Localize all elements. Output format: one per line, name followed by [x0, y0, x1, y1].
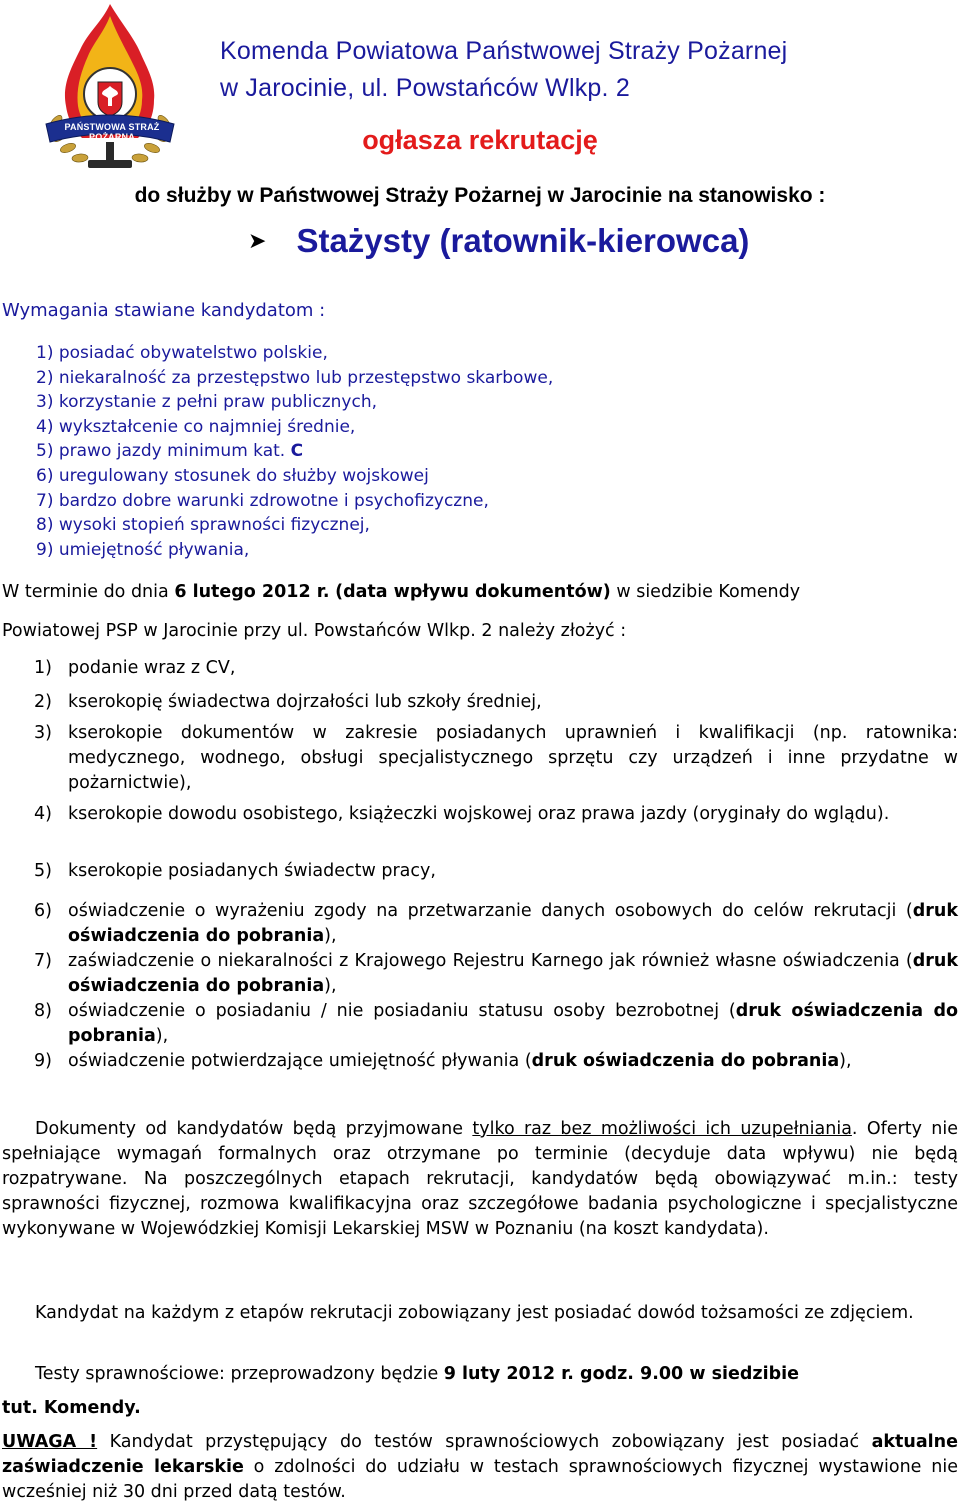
notice-paragraph: Dokumenty od kandydatów będą przyjmowane tylko raz bez możliwości ich uzupełniania. Oferty nie spełniające wymagań formalnych oraz otrzymane po terminie (decyduje data wpływu) nie będą rozpatrywane. Na poszczególnych etapach rekrutacji, kandydatów będą obowiązywać m.in.: testy sprawności fizycznej, rozmowa kwalifikacyjna oraz szczegółowe badania psychologiczne i specjalistyczne wykonywane w Wojewódzkiej Komisji Lekarskiej MSW w Poznaniu (na koszt kandydata).: [2, 1119, 958, 1239]
download-form-label: druk oświadczenia do pobrania: [68, 1001, 959, 1046]
arrow-bullet-icon: ➤: [248, 229, 267, 254]
requirement-item: 6) uregulowany stosunek do służby wojskowej: [36, 465, 429, 486]
requirement-item: [36, 439, 553, 464]
tests-line-2: tut. Komendy.: [2, 1398, 141, 1418]
deadline-date: 6 lutego 2012 r.: [174, 582, 330, 602]
subheading: do służby w Państwowej Straży Pożarnej w Jarocinie na stanowisko :: [134, 184, 826, 207]
tests-line-1: Testy sprawnościowe: przeprowadzony będzie 9 luty 2012 r. godz. 9.00 w siedzibie: [35, 1364, 799, 1384]
requirement-item: 3) korzystanie z pełni praw publicznych,: [36, 392, 378, 413]
id-note-paragraph: Kandydat na każdym z etapów rekrutacji zobowiązany jest posiadać dowód tożsamości ze zdjęciem.: [35, 1303, 914, 1323]
requirement-item: 9) umiejętność pływania,: [36, 539, 250, 560]
download-form-label: druk oświadczenia do pobrania: [531, 1051, 840, 1071]
download-form-label: druk oświadczenia do pobrania: [68, 901, 958, 946]
requirement-item: 8) wysoki stopień sprawności fizycznej,: [36, 515, 370, 536]
requirement-item: 2) niekaralność za przestępstwo lub przestępstwo skarbowe,: [36, 367, 554, 388]
requirement-text: 5) prawo jazdy minimum kat.: [36, 441, 286, 462]
deadline-line-1: W terminie do dnia 6 lutego 2012 r. (data wpływu dokumentów) w siedzibie Komendy: [2, 582, 801, 602]
notice-underlined: tylko raz bez możliwości ich uzupełniania: [472, 1119, 852, 1139]
warning-label: UWAGA !: [2, 1432, 98, 1452]
download-form-label: druk oświadczenia do pobrania: [68, 951, 958, 996]
header-line-1: Komenda Powiatowa Państwowej Straży Pożarnej: [220, 37, 788, 65]
requirement-item: 7) bardzo dobre warunki zdrowotne i psychofizyczne,: [36, 490, 489, 511]
announcement-title: ogłasza rekrutację: [362, 125, 598, 155]
warning-paragraph: UWAGA ! Kandydat przystępujący do testów sprawnościowych zobowiązany jest posiadać aktualne zaświadczenie lekarskie o zdolności do udziału w testach sprawnościowych fizycznej wystawione nie wcześniej niż 30 dni przed datą testów.: [2, 1432, 958, 1502]
requirements-list: [36, 341, 553, 562]
header-line-2: w Jarocinie, ul. Powstańców Wlkp. 2: [220, 74, 630, 102]
tests-date: 9 luty 2012 r. godz. 9.00 w siedzibie: [443, 1364, 799, 1384]
logo-band-text: PAŃSTWOWA STRAŻ POŻARNA: [64, 122, 160, 142]
position-line: [248, 222, 749, 260]
deadline-note: (data wpływu dokumentów): [335, 582, 611, 602]
requirement-item: 4) wykształcenie co najmniej średnie,: [36, 416, 356, 437]
position-title: Stażysty (ratownik-kierowca): [296, 222, 750, 259]
requirements-heading: Wymagania stawiane kandydatom :: [2, 300, 326, 321]
requirement-item: 1) posiadać obywatelstwo polskie,: [36, 343, 328, 363]
license-category: C: [290, 441, 304, 462]
deadline-line-2: Powiatowej PSP w Jarocinie przy ul. Powstańców Wlkp. 2 należy złożyć :: [2, 621, 627, 641]
medical-certificate: aktualne zaświadczenie lekarskie: [2, 1432, 958, 1477]
